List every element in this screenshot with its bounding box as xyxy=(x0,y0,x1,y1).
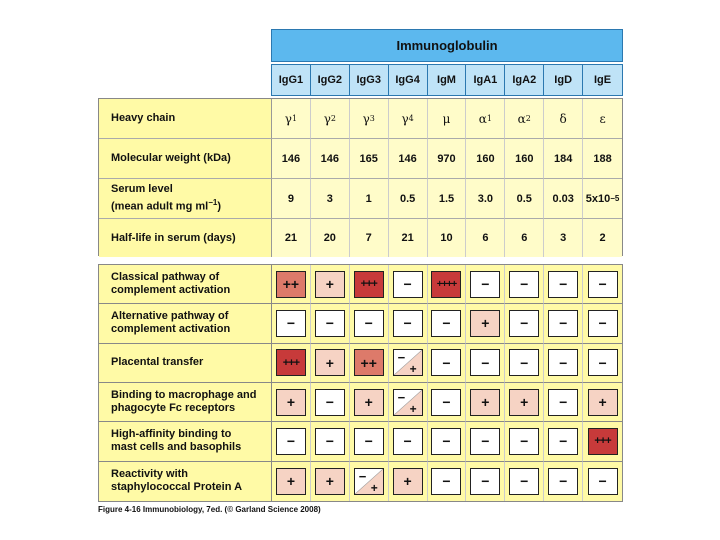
activity-symbol: +++ xyxy=(282,356,300,369)
sci-exponent: −5 xyxy=(610,194,620,203)
activity-symbol: − xyxy=(325,394,334,411)
column-header: IgD xyxy=(544,65,583,95)
function-cell xyxy=(505,265,544,304)
function-cell xyxy=(272,344,311,383)
property-label-line: (mean adult mg ml xyxy=(111,200,209,213)
property-label-line: Serum level xyxy=(111,183,173,196)
activity-symbol: − xyxy=(520,433,529,450)
activity-symbol: − xyxy=(598,473,607,490)
activity-symbol: − xyxy=(442,354,451,371)
function-cell xyxy=(389,422,428,461)
activity-symbol-bottom: + xyxy=(409,362,417,377)
property-value xyxy=(544,99,583,139)
column-header: IgM xyxy=(428,65,467,95)
function-label xyxy=(99,265,272,304)
function-label-line: Classical pathway of xyxy=(111,271,220,284)
function-label-text xyxy=(111,389,256,415)
activity-box xyxy=(354,349,384,376)
activity-box xyxy=(315,428,345,455)
property-value xyxy=(389,99,428,139)
activity-box xyxy=(354,310,384,337)
property-value: 20 xyxy=(311,219,350,257)
function-cell xyxy=(583,383,622,422)
activity-box xyxy=(588,310,618,337)
activity-symbol: − xyxy=(559,394,568,411)
property-value: 0.5 xyxy=(505,179,544,219)
activity-symbol: − xyxy=(598,276,607,293)
activity-box xyxy=(276,389,306,416)
property-label-sup: −1 xyxy=(208,198,218,208)
activity-symbol: − xyxy=(286,433,296,450)
activity-box xyxy=(548,428,578,455)
function-cell xyxy=(466,265,505,304)
function-cell xyxy=(272,383,311,422)
property-value xyxy=(583,99,622,139)
activity-symbol-bottom: + xyxy=(370,480,378,495)
activity-box xyxy=(588,428,618,455)
property-label-tail: ) xyxy=(217,200,221,213)
activity-box xyxy=(470,468,500,495)
greek-subscript: 1 xyxy=(291,114,298,123)
activity-symbol: + xyxy=(325,473,334,490)
greek-symbol: γ xyxy=(284,111,292,126)
function-cell xyxy=(389,383,428,422)
activity-symbol: − xyxy=(520,276,529,293)
function-cell xyxy=(428,383,467,422)
activity-box xyxy=(470,349,500,376)
function-label xyxy=(99,422,272,461)
table-title xyxy=(271,29,623,62)
activity-box xyxy=(470,310,500,337)
function-cell xyxy=(272,265,311,304)
property-value xyxy=(311,99,350,139)
function-label xyxy=(99,304,272,343)
column-header: IgG1 xyxy=(272,65,311,95)
activity-symbol: − xyxy=(403,315,412,332)
property-value: 146 xyxy=(311,139,350,179)
function-cell xyxy=(505,304,544,343)
function-label-line: mast cells and basophils xyxy=(111,441,242,454)
property-value: 21 xyxy=(389,219,428,257)
activity-box xyxy=(588,389,618,416)
property-value: 6 xyxy=(505,219,544,257)
table-title-text: Immunoglobulin xyxy=(396,38,498,53)
function-cell xyxy=(505,344,544,383)
property-value: 10 xyxy=(428,219,467,257)
function-cell xyxy=(272,422,311,461)
function-cell xyxy=(583,265,622,304)
function-label-line: Reactivity with xyxy=(111,468,189,481)
property-value xyxy=(466,99,505,139)
activity-box xyxy=(393,468,423,495)
function-cell xyxy=(428,265,467,304)
activity-symbol: − xyxy=(520,473,529,490)
greek-subscript: 3 xyxy=(369,114,375,123)
function-label-text xyxy=(111,428,241,454)
function-cell xyxy=(544,462,583,501)
activity-box xyxy=(276,468,306,495)
property-label-text xyxy=(111,183,221,214)
activity-box xyxy=(509,428,539,455)
function-cell xyxy=(544,422,583,461)
function-cell xyxy=(272,304,311,343)
function-cell xyxy=(350,344,389,383)
activity-symbol: − xyxy=(442,473,451,490)
function-cell xyxy=(350,265,389,304)
function-label-line: complement activation xyxy=(111,284,231,297)
property-value xyxy=(428,99,467,139)
greek-symbol: ε xyxy=(599,111,606,126)
activity-box xyxy=(393,349,423,376)
property-label: Half-life in serum (days) xyxy=(99,219,272,257)
activity-box xyxy=(393,428,423,455)
greek-subscript: 2 xyxy=(330,114,336,123)
function-cell xyxy=(350,462,389,501)
figure-caption: Figure 4-16 Immunobiology, 7ed. (© Garland Science 2008) xyxy=(98,505,321,514)
activity-symbol: − xyxy=(403,433,412,450)
greek-symbol: γ xyxy=(323,111,331,126)
function-cell xyxy=(311,344,350,383)
function-cell xyxy=(311,383,350,422)
activity-symbol: + xyxy=(325,354,334,371)
property-value: 160 xyxy=(466,139,505,179)
function-label-line: complement activation xyxy=(111,323,231,336)
column-header: IgG3 xyxy=(350,65,389,95)
activity-box xyxy=(431,310,461,337)
activity-symbol-top: − xyxy=(358,468,367,484)
activity-symbol: ++ xyxy=(282,276,300,293)
function-cell xyxy=(583,344,622,383)
function-label xyxy=(99,344,272,383)
property-value: 146 xyxy=(272,139,311,179)
property-value xyxy=(272,99,311,139)
activity-symbol: + xyxy=(286,394,296,411)
activity-box xyxy=(315,389,345,416)
activity-box xyxy=(509,389,539,416)
function-cell xyxy=(466,422,505,461)
function-cell xyxy=(583,304,622,343)
properties-table xyxy=(98,98,623,256)
activity-symbol: − xyxy=(286,315,296,332)
property-value: 3 xyxy=(311,179,350,219)
function-cell xyxy=(350,422,389,461)
property-value xyxy=(583,179,622,219)
activity-box xyxy=(509,271,539,298)
function-cell xyxy=(505,462,544,501)
activity-symbol: − xyxy=(325,315,334,332)
activity-symbol: − xyxy=(598,315,607,332)
activity-box xyxy=(470,389,500,416)
function-cell xyxy=(544,265,583,304)
activity-box xyxy=(315,271,345,298)
function-cell xyxy=(350,304,389,343)
property-value: 160 xyxy=(505,139,544,179)
functions-table xyxy=(98,264,623,502)
function-label-text xyxy=(111,271,230,297)
function-cell xyxy=(428,344,467,383)
activity-box xyxy=(470,428,500,455)
activity-symbol: − xyxy=(442,315,451,332)
activity-symbol: − xyxy=(325,433,334,450)
activity-box xyxy=(315,310,345,337)
activity-symbol: − xyxy=(559,433,568,450)
property-value: 146 xyxy=(389,139,428,179)
activity-box xyxy=(276,428,306,455)
activity-box xyxy=(548,389,578,416)
activity-symbol: − xyxy=(559,473,568,490)
activity-box xyxy=(509,468,539,495)
property-value: 6 xyxy=(466,219,505,257)
activity-box xyxy=(431,349,461,376)
activity-box xyxy=(354,389,384,416)
function-label xyxy=(99,462,272,501)
property-value xyxy=(505,99,544,139)
function-cell xyxy=(544,304,583,343)
activity-symbol: − xyxy=(442,394,451,411)
activity-symbol: − xyxy=(559,315,568,332)
function-cell xyxy=(466,344,505,383)
activity-box xyxy=(509,310,539,337)
property-value: 3 xyxy=(544,219,583,257)
activity-symbol: − xyxy=(520,315,529,332)
function-label-line: Alternative pathway of xyxy=(111,310,229,323)
function-cell xyxy=(466,304,505,343)
property-value: 970 xyxy=(428,139,467,179)
activity-box xyxy=(354,428,384,455)
greek-symbol: γ xyxy=(401,111,409,126)
function-label xyxy=(99,383,272,422)
activity-box xyxy=(548,310,578,337)
activity-box xyxy=(431,428,461,455)
function-cell xyxy=(272,462,311,501)
activity-symbol: + xyxy=(364,394,373,411)
activity-box xyxy=(315,349,345,376)
function-cell xyxy=(389,265,428,304)
activity-box xyxy=(548,349,578,376)
activity-box xyxy=(276,271,306,298)
activity-symbol: − xyxy=(364,433,373,450)
function-cell xyxy=(428,462,467,501)
greek-symbol: γ xyxy=(362,111,370,126)
function-cell xyxy=(428,304,467,343)
function-cell xyxy=(583,462,622,501)
activity-symbol: − xyxy=(403,276,412,293)
greek-symbol: α xyxy=(517,111,526,126)
activity-box xyxy=(393,271,423,298)
function-cell xyxy=(311,265,350,304)
activity-symbol: − xyxy=(442,433,451,450)
activity-box xyxy=(276,349,306,376)
activity-box xyxy=(393,389,423,416)
activity-box xyxy=(588,349,618,376)
function-cell xyxy=(389,304,428,343)
function-cell xyxy=(350,383,389,422)
activity-symbol: − xyxy=(364,315,373,332)
activity-box xyxy=(276,310,306,337)
greek-symbol: α xyxy=(478,111,487,126)
function-cell xyxy=(466,462,505,501)
function-cell xyxy=(583,422,622,461)
column-header: IgG4 xyxy=(389,65,428,95)
property-value: 7 xyxy=(350,219,389,257)
activity-symbol: + xyxy=(481,394,490,411)
activity-box xyxy=(588,271,618,298)
activity-box xyxy=(470,271,500,298)
greek-symbol: μ xyxy=(442,111,451,126)
activity-box xyxy=(509,349,539,376)
activity-symbol: − xyxy=(481,354,490,371)
property-value: 0.03 xyxy=(544,179,583,219)
function-label-text xyxy=(111,468,242,494)
property-label xyxy=(99,179,272,219)
activity-symbol: ++ xyxy=(360,354,377,371)
property-value: 165 xyxy=(350,139,389,179)
column-header: IgG2 xyxy=(311,65,350,95)
function-cell xyxy=(389,462,428,501)
activity-box xyxy=(354,468,384,495)
activity-symbol: − xyxy=(481,276,490,293)
activity-symbol: + xyxy=(598,394,607,411)
activity-box xyxy=(354,271,384,298)
property-label: Molecular weight (kDa) xyxy=(99,139,272,179)
activity-box xyxy=(393,310,423,337)
activity-symbol: + xyxy=(286,473,296,490)
function-label-line: staphylococcal Protein A xyxy=(111,481,243,494)
activity-symbol-top: − xyxy=(397,350,406,366)
property-value: 188 xyxy=(583,139,622,179)
property-value xyxy=(350,99,389,139)
column-header-row xyxy=(271,64,623,96)
function-cell xyxy=(311,422,350,461)
function-label-text xyxy=(111,310,230,336)
function-label-line: High-affinity binding to xyxy=(111,428,232,441)
property-value: 1 xyxy=(350,179,389,219)
activity-box xyxy=(431,468,461,495)
activity-symbol: + xyxy=(520,394,529,411)
activity-symbol: − xyxy=(481,473,490,490)
function-cell xyxy=(505,383,544,422)
property-value: 9 xyxy=(272,179,311,219)
property-value: 21 xyxy=(272,219,311,257)
function-cell xyxy=(389,344,428,383)
activity-symbol: +++ xyxy=(360,278,377,291)
function-label-text xyxy=(111,356,203,369)
function-label-line: phagocyte Fc receptors xyxy=(111,402,236,415)
function-cell xyxy=(466,383,505,422)
function-cell xyxy=(311,462,350,501)
property-value: 3.0 xyxy=(466,179,505,219)
greek-subscript: 1 xyxy=(486,114,492,123)
activity-symbol: − xyxy=(481,433,490,450)
function-cell xyxy=(544,344,583,383)
property-label: Heavy chain xyxy=(99,99,272,139)
activity-box xyxy=(431,389,461,416)
greek-subscript: 2 xyxy=(525,114,531,123)
activity-symbol: ++++ xyxy=(436,278,457,290)
activity-box xyxy=(431,271,461,298)
property-value: 1.5 xyxy=(428,179,467,219)
greek-subscript: 4 xyxy=(408,114,414,123)
activity-symbol: − xyxy=(559,276,568,293)
activity-box xyxy=(548,271,578,298)
activity-symbol-bottom: + xyxy=(409,401,417,416)
function-cell xyxy=(311,304,350,343)
column-header: IgE xyxy=(593,74,612,86)
activity-box xyxy=(548,468,578,495)
property-value: 2 xyxy=(583,219,622,257)
activity-symbol: + xyxy=(325,276,334,293)
activity-symbol: + xyxy=(481,315,490,332)
sci-base: 5x10 xyxy=(585,192,611,205)
function-label-line: Placental transfer xyxy=(111,356,204,369)
function-label-line: Binding to macrophage and xyxy=(111,389,257,402)
column-header: IgA2 xyxy=(505,65,544,95)
activity-box xyxy=(315,468,345,495)
activity-symbol: − xyxy=(559,354,568,371)
column-header: IgA1 xyxy=(466,65,505,95)
activity-symbol: − xyxy=(520,354,529,371)
function-cell xyxy=(428,422,467,461)
activity-box xyxy=(588,468,618,495)
property-value: 184 xyxy=(544,139,583,179)
property-value: 0.5 xyxy=(389,179,428,219)
function-cell xyxy=(544,383,583,422)
greek-symbol: δ xyxy=(559,111,567,126)
activity-symbol-top: − xyxy=(397,389,406,405)
activity-symbol: − xyxy=(598,354,607,371)
activity-symbol: + xyxy=(403,473,412,490)
function-cell xyxy=(505,422,544,461)
activity-symbol: +++ xyxy=(594,435,611,448)
